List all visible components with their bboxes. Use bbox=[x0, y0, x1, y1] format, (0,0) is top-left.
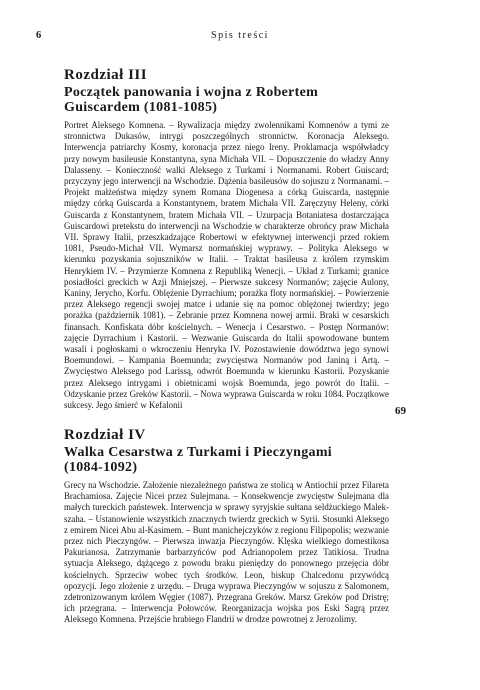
chapter-title-text: Walka Cesarstwa z Turkami i Pieczyngami bbox=[64, 445, 332, 460]
chapter-number: Rozdział IV bbox=[64, 427, 146, 443]
chapter-page-ref: 69 bbox=[395, 405, 406, 417]
chapter-years: (1084-1092) bbox=[64, 460, 138, 475]
chapter-years: (1081-1085) bbox=[143, 100, 218, 115]
chapter-title-text: Początek panowania i wojna z Robertem Guiscardem bbox=[64, 85, 319, 115]
chapter-title bbox=[64, 85, 389, 115]
page-number: 6 bbox=[36, 30, 42, 41]
chapter-number: Rozdział III bbox=[64, 67, 148, 83]
chapter-title bbox=[64, 445, 389, 475]
chapter-3 bbox=[64, 67, 389, 411]
chapter-4 bbox=[64, 427, 389, 626]
chapter-summary: Grecy na Wschodzie. Założenie niezależnego państwa ze stolicą w Antiochii przez Filareta Brachamiosa. Zajęcie Nicei przez Sulejmana. – Konsekwencje zwycięstw Sulejmana dla małych tureckich państewek. Interwencja w sprawy syryjskie sułtana seldżuckiego Malek-szaha. – Ustanowienie wszystkich znacznych twierdz greckich w Syrii. Stosunki Aleksego z emirem Nicei Abu al-Kasimem. – Bunt manichejczyków z regionu Filipopolis; wezwanie przez nich Pieczyngów. – Pierwsza inwazja Pieczyngów. Klęska wielkiego domestikosa Pakurianosa. Zatrzymanie barbarzyńców pod Adrianopolem przez Tatikiosa. Trudna sytuacja Aleksego, dążącego z powodu braku pieniędzy do ponownego przejęcia dóbr kościelnych. Sprzeciw wobec tych środków. Leon, biskup Chalcedonu przywódcą opozycji. Jego złożenie z urzędu. – Druga wyprawa Pieczyngów w sojuszu z Salomonem, zdetronizowanym królem Węgier (1087). Przegrana Greków. Marsz Greków pod Dristrę; ich przegrana. – Interwencja Połowców. Reorganizacja wojska pos Eski Sagrą przez Aleksego Komnena. Przejście hrabiego Flandrii w drodze powrotnej z Jerozolimy. bbox=[64, 480, 389, 625]
running-head: Spis treści bbox=[211, 30, 269, 41]
chapter-summary: Portret Aleksego Komnena. – Rywalizacja między zwolennikami Komnenów a tymi ze stronnictwa Dukasów, intrygi poszczególnych stronnictw. Koronacja Aleksego. Interwencja patriarchy Kosmy, koronacja przez niego Ireny. Proklamacja współwładcy przy nowym basileusie Konstantyna, syna Michała VII. – Dopuszczenie do władzy Anny Dalasseny. – Konieczność walki Aleksego z Turkami i Normanami. Robert Guiscard; przyczyny jego interwencji na Wschodzie. Dążenia basileusów do sojuszu z Normanami. – Projekt małżeństwa między synem Romana Diogenesa a córką Guiscarda, następnie między córką Guiscarda a Konstantynem, bratem Michała VII. Zaręczyny Heleny, córki Guiscarda z Konstantynem, bratem Michała VII. – Uzurpacja Botaniatesa dostarczająca Guiscardowi pretekstu do interwencji na Wschodzie w charakterze obrońcy praw Michała VII. Sprawy Italii, przeszkadzające Robertowi w efektywnej interwencji przed rokiem 1081, Pseudo-Michał VII. Wymarsz normańskiej wyprawy. – Polityka Aleksego w kierunku pozyskania sojuszników w Italii. – Traktat basileusa z królem rzymskim Henrykiem IV. – Przymierze Komnena z Republiką Wenecji. – Układ z Turkami; granice posiadłości greckich w Azji Mniejszej. – Pierwsze sukcesy Normanów; zajęcie Aulony, Kaniny, Jerycho, Korfu. Oblężenie Dyrrachium; porażka floty normańskiej. – Powierzenie przez Aleksego regencji swojej matce i udanie się na pomoc oblężonej twierdzy; jego porażka (październik 1081). – Zebranie przez Komnena nowej armii. Braki w cesarskich finansach. Konfiskata dóbr kościelnych. – Wenecja i Cesarstwo. – Postęp Normanów: zajęcie Dyrrachium i Kastorii. – Wezwanie Guiscarda do Italii spowodowane buntem wasali i pogłoskami o wkroczeniu Henryka IV. Pozostawienie dowództwa jego synowi Boemundowi. – Kampania Boemunda; zwycięstwa Normanów pod Janiną i Artą. – Zwycięstwo Aleksego pod Larissą, odwrót Boemunda w kierunku Kastorii. Pozyskanie przez Aleksego intrygami i obietnicami wojsk Boemunda, jego powrót do Italii. – Odzyskanie przez Greków Kastorii. – Nowa wyprawa Guiscarda w roku 1084. Początkowe sukcesy. Jego śmierć w Kefalonii bbox=[64, 120, 389, 411]
